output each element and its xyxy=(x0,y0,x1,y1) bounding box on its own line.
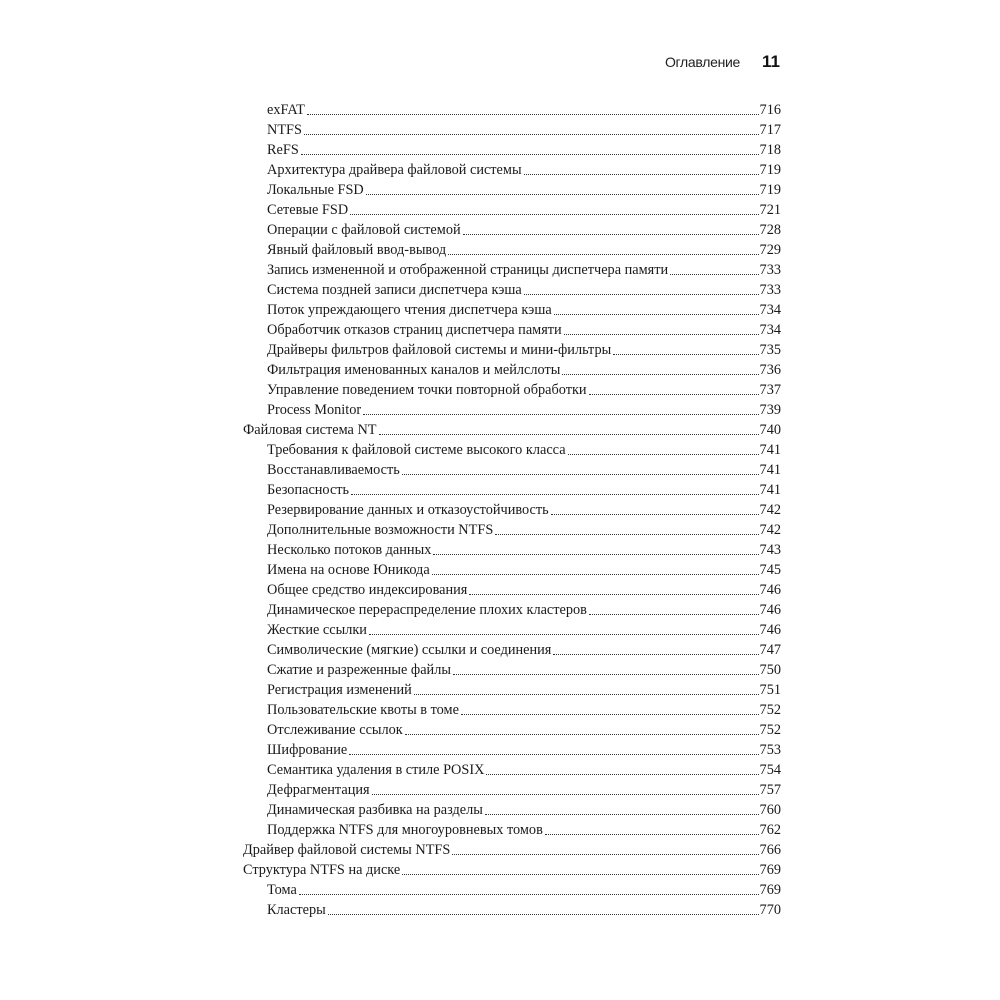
dot-leader xyxy=(372,794,759,795)
dot-leader xyxy=(432,574,759,575)
toc-entry-title: Семантика удаления в стиле POSIX xyxy=(267,762,485,778)
toc-subsection-entry xyxy=(243,520,781,540)
toc-subsection-entry xyxy=(243,200,781,220)
dot-leader xyxy=(402,474,759,475)
toc-entry-page: 750 xyxy=(759,662,781,678)
dot-leader xyxy=(461,714,759,715)
header-page-number: 11 xyxy=(762,52,780,71)
dot-leader xyxy=(564,334,759,335)
toc-entry-title: Сжатие и разреженные файлы xyxy=(267,662,451,678)
toc-subsection-entry xyxy=(243,900,781,920)
toc-subsection-entry xyxy=(243,500,781,520)
toc-subsection-entry xyxy=(243,820,781,840)
dot-leader xyxy=(299,894,759,895)
toc-entry-page: 737 xyxy=(759,382,781,398)
dot-leader xyxy=(551,514,759,515)
toc-entry-title: Динамическая разбивка на разделы xyxy=(267,802,483,818)
toc-subsection-entry xyxy=(243,220,781,240)
toc-subsection-entry xyxy=(243,580,781,600)
toc-entry-page: 718 xyxy=(759,142,781,158)
toc-entry-title: Тома xyxy=(267,882,297,898)
toc-entry-page: 752 xyxy=(759,722,781,738)
dot-leader xyxy=(589,394,759,395)
toc-entry-page: 721 xyxy=(759,202,781,218)
toc-entry-page: 734 xyxy=(759,322,781,338)
toc-entry-title: Несколько потоков данных xyxy=(267,542,432,558)
toc-entry-page: 741 xyxy=(759,442,781,458)
toc-entry-title: Резервирование данных и отказоустойчивость xyxy=(267,502,549,518)
toc-subsection-entry xyxy=(243,180,781,200)
dot-leader xyxy=(402,874,758,875)
toc-entry-page: 754 xyxy=(759,762,781,778)
toc-entry-title: Файловая система NT xyxy=(243,422,377,438)
toc-entry-page: 745 xyxy=(759,562,781,578)
toc-entry-page: 742 xyxy=(759,522,781,538)
toc-entry-page: 733 xyxy=(759,262,781,278)
toc-entry-title: Отслеживание ссылок xyxy=(267,722,403,738)
toc-entry-page: 733 xyxy=(759,282,781,298)
toc-entry-title: Архитектура драйвера файловой системы xyxy=(267,162,522,178)
toc-entry-title: Дополнительные возможности NTFS xyxy=(267,522,494,538)
toc-section-entry xyxy=(243,860,781,880)
toc-entry-page: 747 xyxy=(759,642,781,658)
toc-entry-page: 751 xyxy=(759,682,781,698)
dot-leader xyxy=(545,834,759,835)
dot-leader xyxy=(350,214,758,215)
toc-entry-page: 719 xyxy=(759,182,781,198)
running-header xyxy=(640,52,780,78)
toc-subsection-entry xyxy=(243,100,781,120)
toc-entry-page: 717 xyxy=(759,122,781,138)
dot-leader xyxy=(433,554,758,555)
toc-entry-page: 770 xyxy=(759,902,781,918)
toc-subsection-entry xyxy=(243,260,781,280)
dot-leader xyxy=(301,154,759,155)
toc-entry-title: Пользовательские квоты в томе xyxy=(267,702,459,718)
toc-subsection-entry xyxy=(243,400,781,420)
dot-leader xyxy=(486,774,758,775)
dot-leader xyxy=(452,854,758,855)
dot-leader xyxy=(453,674,759,675)
toc-entry-title: Общее средство индексирования xyxy=(267,582,468,598)
toc-entry-page: 762 xyxy=(759,822,781,838)
dot-leader xyxy=(524,174,759,175)
toc-entry-title: Сетевые FSD xyxy=(267,202,349,218)
dot-leader xyxy=(366,194,759,195)
dot-leader xyxy=(448,254,758,255)
toc-entry-title: Требования к файловой системе высокого класса xyxy=(267,442,566,458)
toc-entry-title: Управление поведением точки повторной обработки xyxy=(267,382,587,398)
toc-subsection-entry xyxy=(243,800,781,820)
toc-subsection-entry xyxy=(243,280,781,300)
dot-leader xyxy=(568,454,759,455)
toc-entry-page: 769 xyxy=(759,882,781,898)
toc-subsection-entry xyxy=(243,660,781,680)
toc-entry-page: 743 xyxy=(759,542,781,558)
toc-entry-title: Запись измененной и отображенной страницы диспетчера памяти xyxy=(267,262,669,278)
dot-leader xyxy=(553,654,758,655)
toc-subsection-entry xyxy=(243,700,781,720)
dot-leader xyxy=(405,734,759,735)
toc-entry-title: Имена на основе Юникода xyxy=(267,562,430,578)
toc-subsection-entry xyxy=(243,140,781,160)
toc-section-entry xyxy=(243,840,781,860)
toc-entry-title: Структура NTFS на диске xyxy=(243,862,401,878)
dot-leader xyxy=(304,134,759,135)
toc-entry-page: 719 xyxy=(759,162,781,178)
dot-leader xyxy=(307,114,759,115)
toc-entry-title: Обработчик отказов страниц диспетчера памяти xyxy=(267,322,562,338)
toc-subsection-entry xyxy=(243,760,781,780)
toc-subsection-entry xyxy=(243,300,781,320)
dot-leader xyxy=(613,354,758,355)
toc-entry-title: Кластеры xyxy=(267,902,326,918)
toc-entry-title: Дефрагментация xyxy=(267,782,370,798)
toc-entry-title: Шифрование xyxy=(267,742,348,758)
toc-entry-page: 736 xyxy=(759,362,781,378)
toc-entry-title: Символические (мягкие) ссылки и соединения xyxy=(267,642,552,658)
toc-entry-page: 753 xyxy=(759,742,781,758)
toc-subsection-entry xyxy=(243,360,781,380)
toc-entry-title: Поддержка NTFS для многоуровневых томов xyxy=(267,822,543,838)
dot-leader xyxy=(369,634,759,635)
toc-subsection-entry xyxy=(243,240,781,260)
toc-subsection-entry xyxy=(243,740,781,760)
dot-leader xyxy=(495,534,758,535)
toc-entry-title: Восстанавливаемость xyxy=(267,462,400,478)
toc-subsection-entry xyxy=(243,320,781,340)
toc-subsection-entry xyxy=(243,340,781,360)
toc-entry-page: 760 xyxy=(759,802,781,818)
toc-subsection-entry xyxy=(243,560,781,580)
toc-subsection-entry xyxy=(243,680,781,700)
toc-entry-page: 716 xyxy=(759,102,781,118)
dot-leader xyxy=(379,434,759,435)
dot-leader xyxy=(670,274,758,275)
toc-entry-page: 741 xyxy=(759,462,781,478)
toc-entry-title: Драйвер файловой системы NTFS xyxy=(243,842,451,858)
toc-entry-title: Регистрация изменений xyxy=(267,682,412,698)
toc-subsection-entry xyxy=(243,780,781,800)
toc-entry-page: 739 xyxy=(759,402,781,418)
toc-entry-page: 740 xyxy=(759,422,781,438)
toc-subsection-entry xyxy=(243,620,781,640)
dot-leader xyxy=(463,234,759,235)
toc-entry-title: Безопасность xyxy=(267,482,350,498)
toc-subsection-entry xyxy=(243,540,781,560)
toc-entry-page: 734 xyxy=(759,302,781,318)
toc-entry-title: Операции с файловой системой xyxy=(267,222,461,238)
toc-entry-page: 766 xyxy=(759,842,781,858)
toc-entry-title: exFAT xyxy=(267,102,305,118)
toc-entry-page: 752 xyxy=(759,702,781,718)
toc-entry-title: Фильтрация именованных каналов и мейлслоты xyxy=(267,362,561,378)
toc-subsection-entry xyxy=(243,880,781,900)
toc-subsection-entry xyxy=(243,120,781,140)
toc-subsection-entry xyxy=(243,440,781,460)
toc-subsection-entry xyxy=(243,640,781,660)
toc-entry-page: 746 xyxy=(759,582,781,598)
toc-entry-title: Локальные FSD xyxy=(267,182,364,198)
toc-subsection-entry xyxy=(243,160,781,180)
dot-leader xyxy=(351,494,758,495)
toc-entry-page: 746 xyxy=(759,622,781,638)
toc-section-entry xyxy=(243,420,781,440)
dot-leader xyxy=(524,294,759,295)
dot-leader xyxy=(562,374,758,375)
header-title: Оглавление xyxy=(664,54,741,70)
toc-entry-title: Динамическое перераспределение плохих кластеров xyxy=(267,602,587,618)
toc-entry-title: Явный файловый ввод-вывод xyxy=(267,242,447,258)
toc-entry-title: ReFS xyxy=(267,142,299,158)
toc-entry-title: Process Monitor xyxy=(267,402,362,418)
toc-entry-title: Жесткие ссылки xyxy=(267,622,367,638)
toc-entry-page: 741 xyxy=(759,482,781,498)
toc-subsection-entry xyxy=(243,380,781,400)
toc-entry-title: Драйверы фильтров файловой системы и мини-фильтры xyxy=(267,342,612,358)
toc-entry-title: Система поздней записи диспетчера кэша xyxy=(267,282,522,298)
table-of-contents xyxy=(243,100,781,920)
toc-subsection-entry xyxy=(243,600,781,620)
toc-entry-title: NTFS xyxy=(267,122,302,138)
dot-leader xyxy=(349,754,758,755)
toc-subsection-entry xyxy=(243,480,781,500)
dot-leader xyxy=(469,594,758,595)
toc-subsection-entry xyxy=(243,720,781,740)
dot-leader xyxy=(485,814,759,815)
toc-subsection-entry xyxy=(243,460,781,480)
toc-entry-page: 742 xyxy=(759,502,781,518)
dot-leader xyxy=(328,914,759,915)
dot-leader xyxy=(589,614,759,615)
toc-entry-page: 728 xyxy=(759,222,781,238)
dot-leader xyxy=(363,414,758,415)
toc-entry-title: Поток упреждающего чтения диспетчера кэша xyxy=(267,302,552,318)
toc-entry-page: 757 xyxy=(759,782,781,798)
dot-leader xyxy=(554,314,759,315)
toc-entry-page: 769 xyxy=(759,862,781,878)
toc-entry-page: 729 xyxy=(759,242,781,258)
toc-entry-page: 746 xyxy=(759,602,781,618)
toc-entry-page: 735 xyxy=(759,342,781,358)
dot-leader xyxy=(414,694,759,695)
